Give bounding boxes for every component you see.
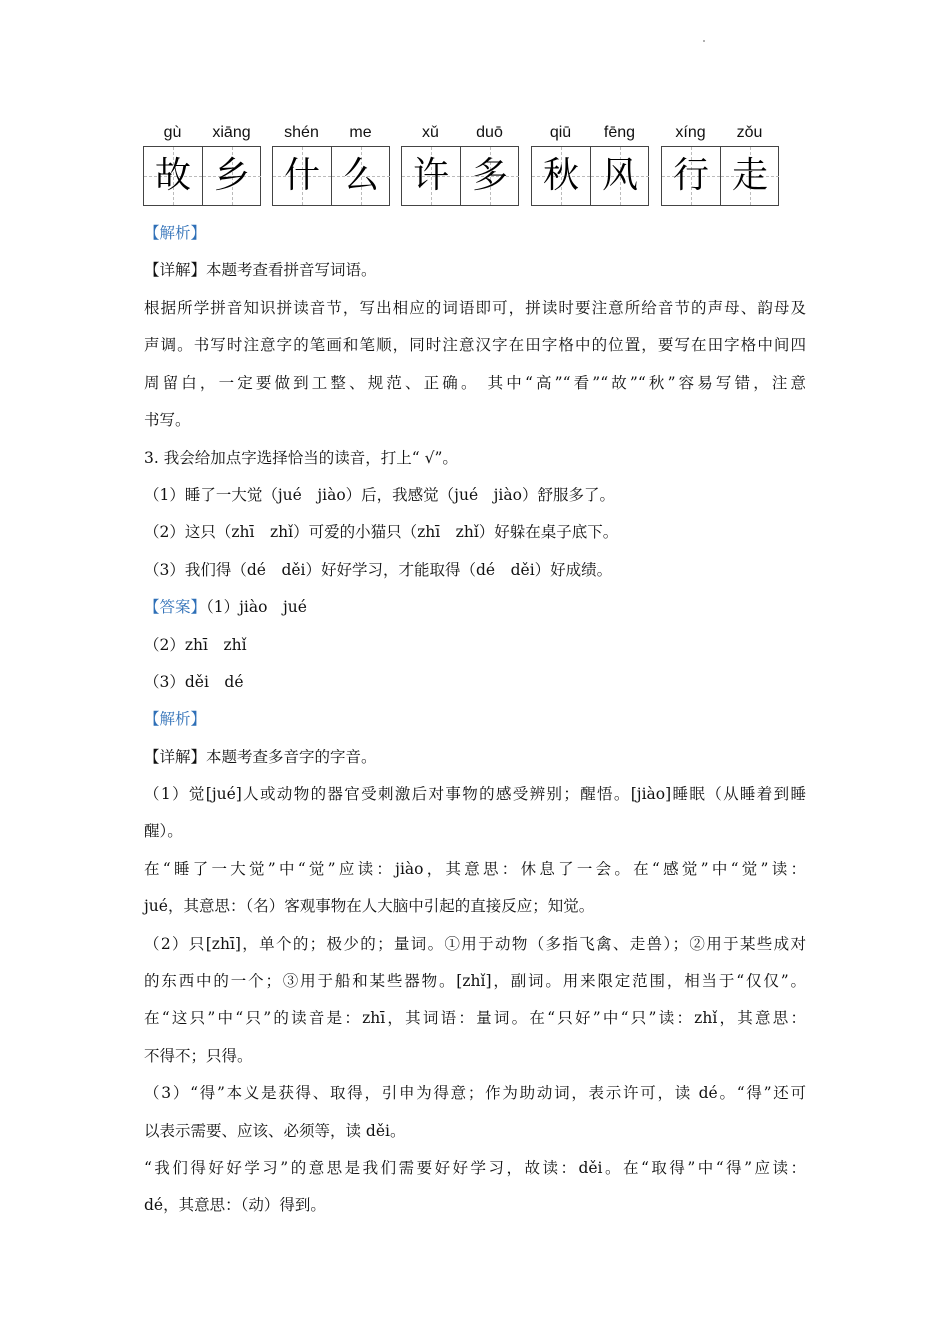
explanation-line: jué，其意思：（名）客观事物在人大脑中引起的直接反应；知觉。: [144, 897, 595, 915]
paragraph-line: 书写。: [144, 411, 191, 429]
explanation-line: 的东西中的一个；③用于船和某些器物。[zhǐ]，副词。用来限定范围，相当于“仅仅”。: [144, 972, 806, 990]
explanation-line: dé，其意思：（动）得到。: [144, 1196, 326, 1214]
explanation-line: 在“这只”中“只”的读音是：zhī，其词语：量词。在“只好”中“只”读：zhǐ，其意思：: [144, 1009, 806, 1027]
detail-line: 【详解】本题考查看拼音写词语。: [144, 261, 377, 279]
explanation-line: “我们得好好学习”的意思是我们需要好好学习，故读：děi。在“取得”中“得”应读：: [144, 1159, 806, 1177]
paragraph-line: 声调。书写时注意字的笔画和笔顺，同时注意汉字在田字格中的位置，要写在田字格中间四: [144, 336, 806, 354]
pinyin: xiāng: [212, 124, 251, 141]
paragraph-line: 根据所学拼音知识拼读音节，写出相应的词语即可，拼读时要注意所给音节的声母、韵母及: [144, 299, 806, 317]
question-item: （3）我们得（dé děi）好好学习，才能取得（dé děi）好成绩。: [144, 561, 613, 579]
detail-line: 【详解】本题考查多音字的字音。: [144, 748, 377, 766]
pinyin: shén: [284, 124, 319, 141]
answer-line: （2）zhī zhǐ: [144, 636, 247, 654]
hanzi: 么: [342, 155, 379, 196]
explanation-line: 醒）。: [144, 822, 183, 840]
pinyin: duō: [476, 124, 503, 141]
answer-text: （1）jiào jué: [206, 598, 307, 616]
explanation-line: 在“睡了一大觉”中“觉”应读：jiào，其意思：休息了一会。在“感觉”中“觉”读：: [144, 860, 806, 878]
page-mark: [703, 40, 705, 42]
answer-line: （3）děi dé: [144, 673, 244, 691]
word-grid: [531, 124, 649, 208]
pinyin: zǒu: [736, 124, 763, 141]
explanation-line: 不得不；只得。: [144, 1047, 253, 1065]
explanation-line: （3）“得”本义是获得、取得，引申为得意；作为助动词，表示许可，读 dé。“得”还可: [144, 1084, 806, 1102]
explanation-line: （1）觉[jué]人或动物的器官受刺激后对事物的感受辨别；醒悟。[jiào]睡眠（从睡着到睡: [144, 785, 806, 803]
hanzi: 走: [731, 155, 768, 196]
hanzi: 行: [672, 155, 709, 196]
answer-line: [144, 596, 307, 618]
hanzi: 秋: [542, 155, 579, 196]
hanzi: 许: [412, 155, 449, 196]
hanzi: 故: [154, 155, 191, 196]
question-item: （1）睡了一大觉（jué jiào）后，我感觉（jué jiào）舒服多了。: [144, 486, 615, 504]
analysis-label: 【解析】: [144, 710, 207, 728]
explanation-line: 以表示需要、应该、必须等，读 děi。: [144, 1122, 406, 1140]
word-grid: [401, 124, 519, 208]
question-item: （2）这只（zhī zhǐ）可爱的小猫只（zhī zhǐ）好躲在桌子底下。: [144, 523, 619, 541]
word-grid: [661, 124, 779, 208]
hanzi: 多: [471, 155, 508, 196]
analysis-label: 【解析】: [144, 224, 207, 242]
paragraph-line: 周留白，一定要做到工整、规范、正确。 其中“高”“看”“故”“秋”容易写错，注意: [144, 374, 806, 392]
pinyin: qiū: [549, 124, 572, 141]
pinyin: me: [349, 124, 372, 141]
explanation-line: （2）只[zhī]，单个的；极少的；量词。①用于动物（多指飞禽、走兽）；②用于某些成对: [144, 935, 806, 953]
tianzige-words: [143, 124, 793, 208]
word-grid: [272, 124, 390, 208]
pinyin: xíng: [675, 124, 706, 141]
pinyin: fēng: [603, 124, 636, 141]
word-grid: [143, 124, 261, 208]
pinyin: xǔ: [422, 124, 439, 141]
answer-label: 【答案】: [144, 598, 207, 616]
hanzi: 风: [601, 155, 638, 196]
hanzi: 乡: [213, 155, 250, 196]
pinyin: gù: [163, 124, 182, 141]
question-title: 3. 我会给加点字选择恰当的读音，打上“ √”。: [144, 449, 458, 467]
hanzi: 什: [283, 155, 320, 196]
